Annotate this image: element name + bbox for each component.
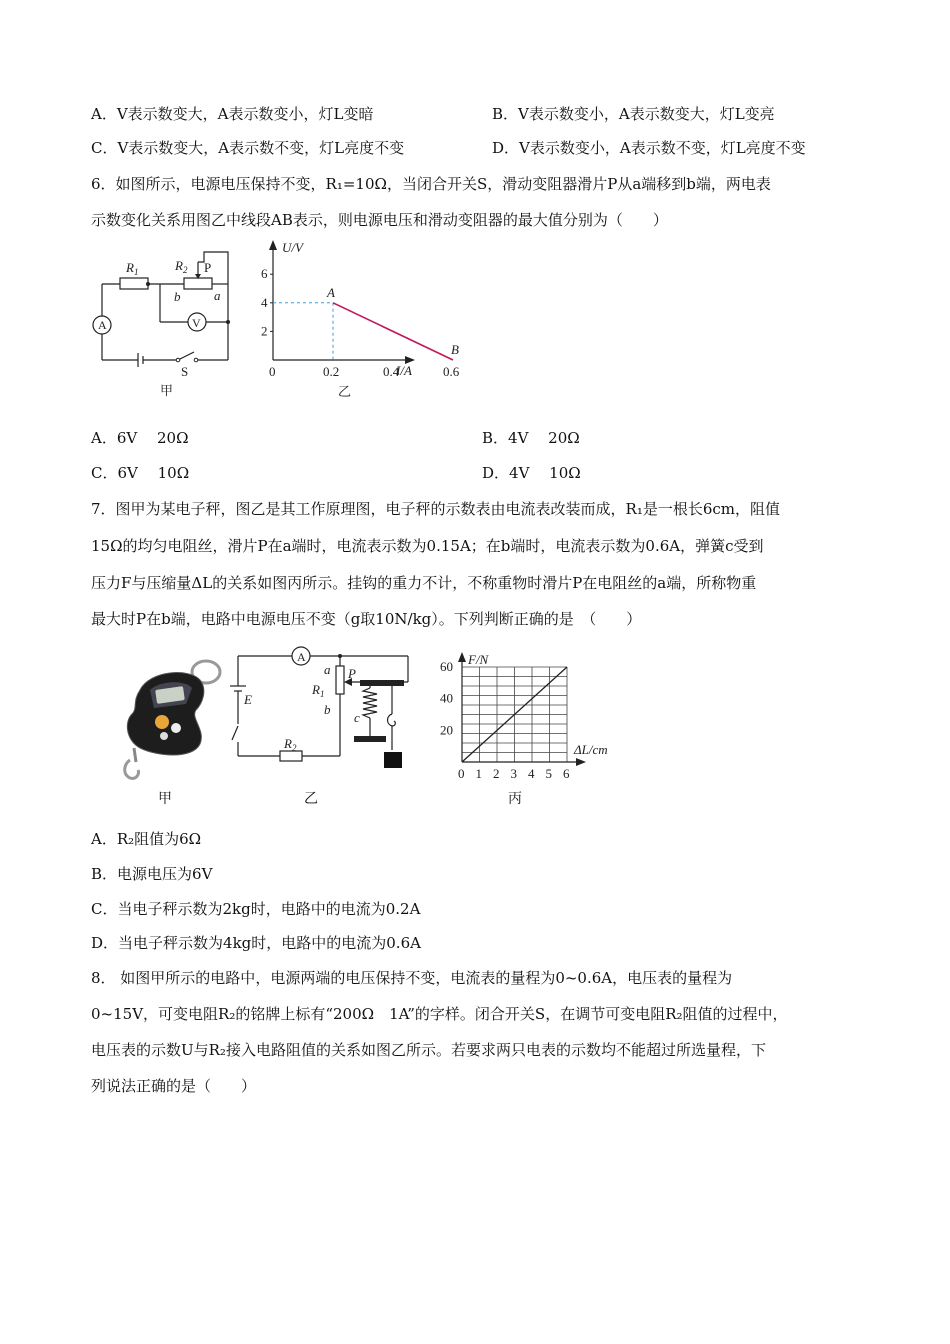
q7-r2-label: R <box>284 736 292 751</box>
q7-y-tick-label: 40 <box>440 690 453 706</box>
voltmeter-label: V <box>192 316 201 330</box>
q6-x-tick-label: 0.4 <box>383 364 400 379</box>
svg-text:R1 <box>311 682 324 699</box>
q6-x-tick-label: 0.6 <box>443 364 460 379</box>
q6-option-d: D．4V 10Ω <box>482 464 581 482</box>
q7-x-tick-label: 4 <box>528 766 535 781</box>
q6-point-b-label: B <box>451 342 459 357</box>
ammeter-label: A <box>98 318 107 332</box>
q6-x-tick-label: 0.2 <box>323 364 340 379</box>
q6-stem-line1: 6．如图所示，电源电压保持不变，R₁=10Ω，当闭合开关S，滑动变阻器滑片P从a端移到b端，两电表 <box>91 175 771 193</box>
q5-option-c: C．V表示数变大，A表示数不变，灯L亮度不变 <box>91 139 405 157</box>
q6-stem-line2: 示数变化关系用图乙中线段AB表示，则电源电压和滑动变阻器的最大值分别为（ ） <box>91 211 668 229</box>
q6-y-tick-label: 6 <box>261 266 268 282</box>
spring-c-label: c <box>354 710 360 725</box>
q7-x-tick-label: 1 <box>475 766 482 781</box>
q7-x-axis-label: ΔL/cm <box>574 742 608 757</box>
q7-stem-line2: 15Ω的均匀电阻丝，滑片P在a端时，电流表示数为0.15A；在b端时，电流表示数为0.6A，弹簧c受到 <box>91 537 764 555</box>
q8-stem-line3: 电压表的示数U与R₂接入电路阻值的关系如图乙所示。若要求两只电表的示数均不能超过所选量程，下 <box>91 1041 766 1059</box>
q7-ammeter-label: A <box>297 650 306 664</box>
q6-y-tick-label: 2 <box>261 323 268 339</box>
q6-point-a-label: A <box>327 284 335 300</box>
switch-label: S <box>181 364 189 379</box>
end-a-label: a <box>214 288 221 303</box>
q6-y-axis-label: U/V <box>282 240 303 255</box>
svg-text:R2 <box>283 736 297 753</box>
q7-caption-jia: 甲 <box>158 791 172 807</box>
q5-option-d: D．V表示数变小，A表示数不变，灯L亮度不变 <box>492 139 806 157</box>
q6-y-tick-label: 4 <box>261 294 268 310</box>
q5-option-a: A．V表示数变大，A表示数变小，灯L变暗 <box>91 105 374 123</box>
q6-caption-yi: 乙 <box>338 384 352 399</box>
end-b-label: b <box>174 289 181 304</box>
q7-y-tick-label: 60 <box>440 659 453 674</box>
q7-y-axis-label: F/N <box>468 652 489 667</box>
q8-stem-line1: 8． 如图甲所示的电路中，电源两端的电压保持不变，电流表的量程为0~0.6A，电压表的量程为 <box>91 969 733 987</box>
q7-r2-sub: 2 <box>291 743 297 753</box>
q6-x-tick-label: 0 <box>269 364 276 379</box>
q7-end-b-label: b <box>324 702 331 717</box>
q7-end-a-label: a <box>324 662 331 677</box>
q6-circuit-diagram <box>90 246 240 402</box>
q7-slider-p-label: P <box>348 666 356 681</box>
q6-ui-graph <box>254 238 460 402</box>
q6-option-b: B．4V 20Ω <box>482 429 580 447</box>
q7-x-tick-label: 0 <box>458 766 465 781</box>
source-e-label: E <box>244 692 252 707</box>
q7-x-tick-label: 3 <box>510 766 517 781</box>
q7-r1-sub: 1 <box>319 689 325 699</box>
svg-text:R2 <box>174 258 188 275</box>
r1-sub: 1 <box>133 267 139 277</box>
q8-stem-line2: 0~15V，可变电阻R₂的铭牌上标有“200Ω 1A”的字样。闭合开关S，在调节可变电阻R₂阻值的过程中， <box>91 1005 788 1023</box>
q7-stem-line4: 最大时P在b端，电路中电源电压不变（g取10N/kg）。下列判断正确的是 （ ） <box>91 610 642 628</box>
q5-option-b: B．V表示数变小，A表示数变大，灯L变亮 <box>492 105 775 123</box>
q7-caption-yi: 乙 <box>304 791 318 807</box>
r1-label: R <box>126 260 134 275</box>
r2-sub: 2 <box>182 265 188 275</box>
q6-caption-jia: 甲 <box>160 383 174 398</box>
q7-r1-label: R <box>312 682 320 697</box>
q7-option-d: D．当电子秤示数为4kg时，电路中的电流为0.6A <box>91 934 421 952</box>
q7-x-tick-label: 5 <box>545 766 552 781</box>
q7-option-c: C．当电子秤示数为2kg时，电路中的电流为0.2A <box>91 900 421 918</box>
q7-stem-line3: 压力F与压缩量ΔL的关系如图丙所示。挂钩的重力不计，不称重物时滑片P在电阻丝的a端，所称物重 <box>91 574 757 592</box>
svg-text:R1 <box>125 260 138 277</box>
q6-x-axis-label: I/A <box>396 363 412 378</box>
slider-p-label: P <box>204 260 212 275</box>
q7-stem-line1: 7．图甲为某电子秤，图乙是其工作原理图，电子秤的示数表由电流表改装而成，R₁是一根长6cm，阻值 <box>91 500 781 518</box>
electronic-scale-photo <box>110 652 230 782</box>
q7-option-a: A．R₂阻值为6Ω <box>91 830 202 848</box>
r2-label: R <box>175 258 183 273</box>
q7-circuit-diagram <box>228 642 418 774</box>
q7-caption-bing: 丙 <box>508 791 522 807</box>
q6-option-a: A．6V 20Ω <box>91 429 189 447</box>
q7-option-b: B．电源电压为6V <box>91 865 213 883</box>
q7-force-graph <box>436 648 636 780</box>
q6-option-c: C．6V 10Ω <box>91 464 190 482</box>
q7-y-tick-label: 20 <box>440 722 453 738</box>
q7-x-tick-label: 2 <box>493 766 500 781</box>
q6-segment-ab <box>333 303 453 360</box>
q8-stem-line4: 列说法正确的是（ ） <box>91 1077 257 1095</box>
q7-x-tick-label: 6 <box>563 766 570 781</box>
